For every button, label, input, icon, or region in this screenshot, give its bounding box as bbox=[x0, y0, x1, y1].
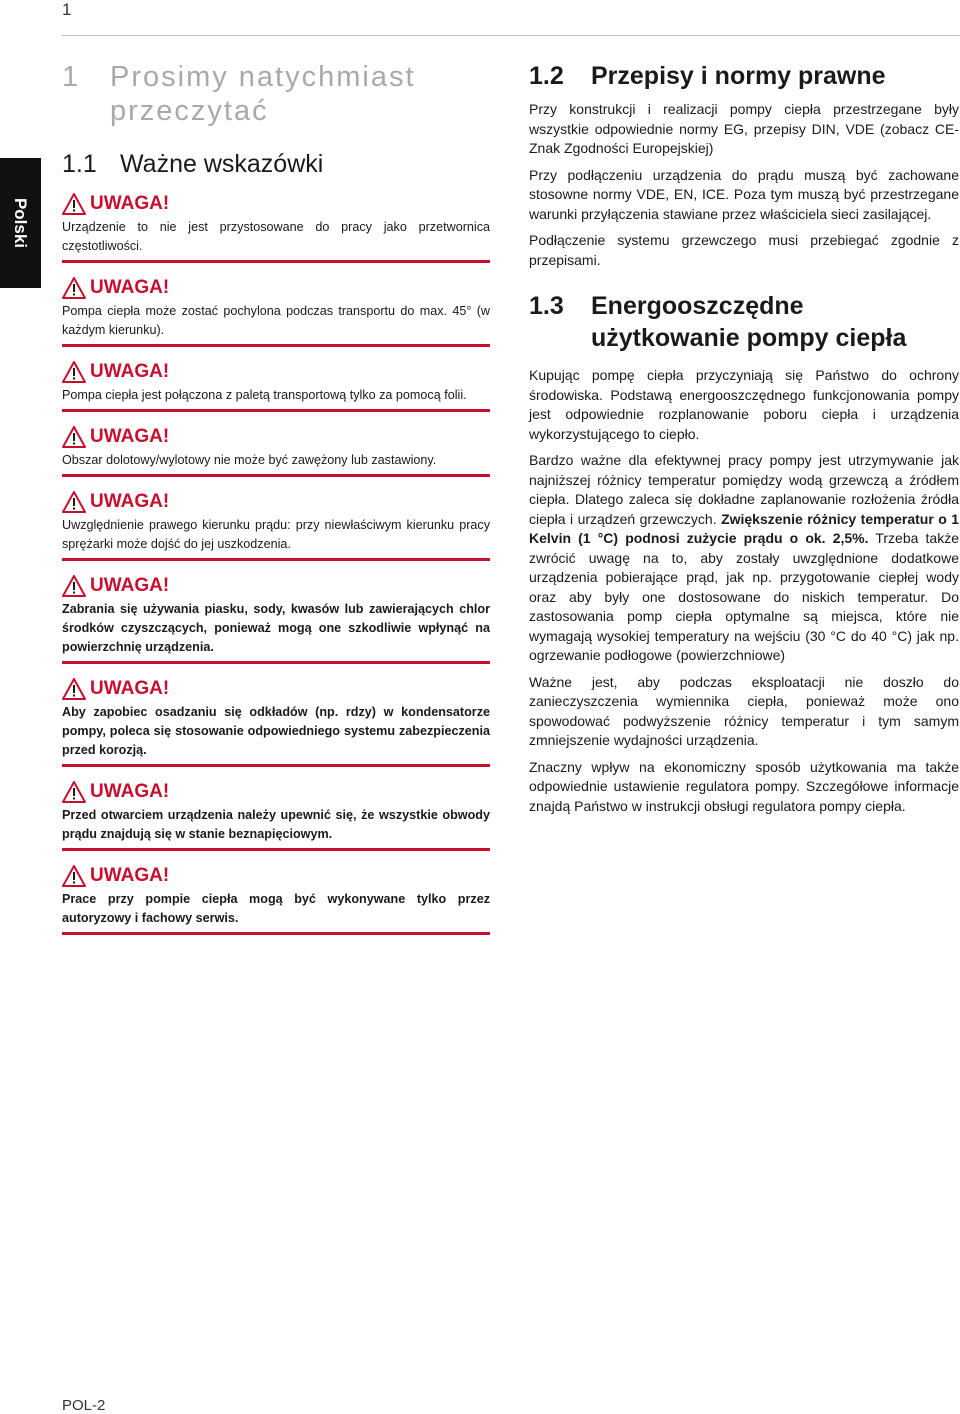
warning-label: UWAGA! bbox=[90, 361, 170, 382]
section-title-text: Ważne wskazówki bbox=[120, 150, 324, 178]
warning-box bbox=[62, 489, 490, 561]
warning-text: Urządzenie to nie jest przystosowane do pracy jako przetwornica częstotliwości. bbox=[62, 220, 490, 253]
warning-triangle-icon bbox=[62, 575, 86, 597]
warning-label: UWAGA! bbox=[90, 491, 170, 512]
language-tab bbox=[0, 158, 41, 288]
warning-text: Uwzględnienie prawego kierunku prądu: przy niewłaściwym kierunku pracy sprężarki może dojść do jej uszkodzenia. bbox=[62, 518, 490, 551]
warning-label: UWAGA! bbox=[90, 193, 170, 214]
paragraph-text: Bardzo ważne dla efektywnej pracy pompy jest utrzymywanie jak najniższej różnicy temperatur pomiędzy wodą grzewczą a źródłem ciepła. Dlatego zaleca się dokładne zaplanowanie rozłożenia źródła ciepła i urządzeń grzewczych. bbox=[529, 452, 959, 527]
language-tab-label: Polski bbox=[11, 197, 31, 249]
chapter-title-text: Prosimy natychmiast przeczytać bbox=[110, 61, 416, 127]
warning-triangle-icon bbox=[62, 277, 86, 299]
warning-text: Zabrania się używania piasku, sody, kwasów lub zawierających chlor środków czyszczących, ponieważ mogą one szkodliwie wpłynąć na powierzchnię urządzenia. bbox=[62, 602, 490, 654]
warning-triangle-icon bbox=[62, 193, 86, 215]
warning-text: Pompa ciepła jest połączona z paletą transportową tylko za pomocą folii. bbox=[62, 388, 467, 402]
warning-box bbox=[62, 573, 490, 664]
warning-box bbox=[62, 676, 490, 767]
page-number: 1 bbox=[62, 0, 72, 19]
paragraph: Kupując pompę ciepła przyczyniają się Państwo do ochrony środowiska. Podstawą energooszczędnego funkcjonowania pompy jest odpowiednie rozplanowanie poboru ciepła i urządzenia wykorzystującego to ciepło. bbox=[529, 367, 959, 442]
paragraph bbox=[529, 451, 959, 666]
warning-text: Pompa ciepła może zostać pochylona podczas transportu do max. 45° (w każdym kierunku). bbox=[62, 304, 490, 337]
warning-box bbox=[62, 191, 490, 263]
chapter-number: 1 bbox=[62, 61, 81, 93]
footer-page-label: POL-2 bbox=[62, 1397, 106, 1414]
paragraph: Znaczny wpływ na ekonomiczny sposób użytkowania ma także odpowiednie ustawienie regulatora pompy. Szczegółowe informacje znajdą Państwo w instrukcji obsługi regulatora pompy ciepła. bbox=[529, 758, 959, 814]
paragraph: Przy konstrukcji i realizacji pompy ciepła przestrzegane były wszystkie odpowiednie normy EG, przepisy DIN, VDE (zobacz CE-Znak Zgodności Europejskiej) bbox=[529, 101, 959, 156]
left-column bbox=[62, 60, 490, 935]
chapter-title bbox=[62, 60, 490, 128]
section-title-text: Przepisy i normy prawne bbox=[591, 62, 886, 90]
warning-triangle-icon bbox=[62, 491, 86, 513]
section-number: 1.1 bbox=[62, 150, 97, 178]
warning-box bbox=[62, 863, 490, 935]
warning-triangle-icon bbox=[62, 678, 86, 700]
warning-label: UWAGA! bbox=[90, 865, 170, 886]
section-title-text: Energooszczędne użytkowanie pompy ciepła bbox=[591, 292, 907, 352]
paragraph-emphasis: Zwiększenie różnicy temperatur o 1 Kelvin (1 °C) podnosi zużycie prądu o ok. 2,5%. bbox=[529, 510, 959, 546]
section-number: 1.2 bbox=[529, 62, 564, 90]
warning-triangle-icon bbox=[62, 781, 86, 803]
warning-label: UWAGA! bbox=[90, 277, 170, 298]
warning-text: Obszar dolotowy/wylotowy nie może być zawężony lub zastawiony. bbox=[62, 453, 437, 467]
warning-text: Aby zapobiec osadzaniu się odkładów (np. rdzy) w kondensatorze pompy, poleca się stosowanie odpowiedniego systemu zabezpieczenia przed korozją. bbox=[62, 705, 490, 757]
warning-box bbox=[62, 275, 490, 347]
warning-label: UWAGA! bbox=[90, 426, 170, 447]
warning-box bbox=[62, 424, 490, 477]
paragraph: Ważne jest, aby podczas eksploatacji nie doszło do zanieczyszczenia wymiennika ciepła, ponieważ może ono spowodować podwyższenie różnicy temperatur i tym samym zmniejszenie wydajności urządzenia. bbox=[529, 673, 959, 748]
warning-label: UWAGA! bbox=[90, 575, 170, 596]
warning-text: Przed otwarciem urządzenia należy upewnić się, że wszystkie obwody prądu znajdują się w stanie beznapięciowym. bbox=[62, 808, 490, 841]
paragraph: Podłączenie systemu grzewczego musi przebiegać zgodnie z przepisami. bbox=[529, 232, 959, 268]
warning-triangle-icon bbox=[62, 361, 86, 383]
warning-triangle-icon bbox=[62, 426, 86, 448]
paragraph: Przy podłączeniu urządzenia do prądu muszą być zachowane stosowne normy VDE, EN, ICE. Poza tym muszą być przestrzegane warunki przyłączenia stawiane przez właściciela sieci zasilającej. bbox=[529, 166, 959, 222]
warning-triangle-icon bbox=[62, 865, 86, 887]
section-1-1-title bbox=[62, 148, 490, 180]
warning-label: UWAGA! bbox=[90, 781, 170, 802]
header-rule bbox=[62, 35, 960, 36]
warning-label: UWAGA! bbox=[90, 678, 170, 699]
right-column bbox=[529, 60, 959, 816]
section-number: 1.3 bbox=[529, 292, 564, 320]
warning-text: Prace przy pompie ciepła mogą być wykonywane tylko przez autoryzowy i fachowy serwis. bbox=[62, 892, 490, 925]
section-1-2-title bbox=[529, 60, 959, 92]
section-1-3-title bbox=[529, 290, 959, 354]
paragraph-text: Trzeba także zwrócić uwagę na to, aby zostały uwzględnione dodatkowe urządzenia pobierające prąd, jak np. przygotowanie ciepłej wody oraz aby były one dostosowane do niskich temperatur. Do zastosowania pomp ciepła optymalne są miejsca, które nie wymagają wysokiej temperatury na wejściu (30 °C do 40 °C) jak np. ogrzewanie podłogowe (powierzchniowe) bbox=[529, 530, 960, 663]
warning-box bbox=[62, 779, 490, 851]
warning-box bbox=[62, 359, 490, 412]
